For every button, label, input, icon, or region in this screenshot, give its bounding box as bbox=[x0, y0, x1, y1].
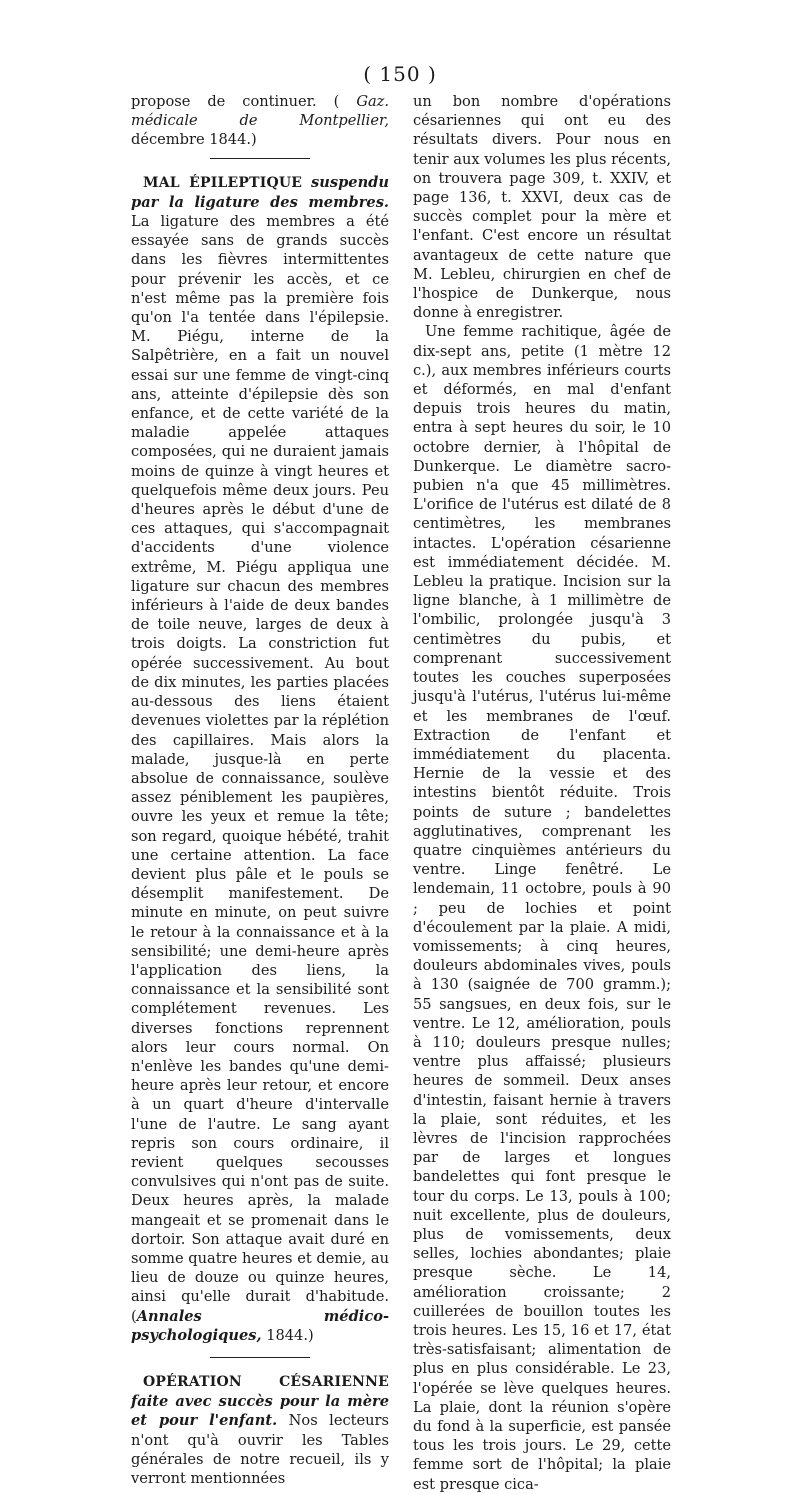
separator-rule bbox=[210, 1357, 310, 1358]
page-number: ( 150 ) bbox=[363, 62, 437, 86]
cesarean-heading: OPÉRATION CÉSARIENNE bbox=[143, 1374, 389, 1390]
intro-text: propose de continuer. ( bbox=[131, 93, 340, 110]
epilepsy-subheading: suspendu par la ligature des membres. bbox=[131, 173, 389, 211]
epilepsy-date: 1844.) bbox=[266, 1326, 314, 1344]
intro-date: décembre 1844.) bbox=[131, 131, 257, 149]
case-report-paragraph: Une femme rachitique, âgée de dix-sept ans, petite (1 mètre 12 c.), aux membres inférieurs courts et déformés, en mal d'enfant depuis trois heures du matin, entra à sept heures du soir, le 10 octobre dernier, à l'hôpital de Dunkerque. Le diamètre sacro-pubien n'a que 45 millimètres. L'orifice de l'utérus est dilaté de 8 centimètres, les membranes intactes. L'opération césarienne est immédiatement décidée. M. Lebleu la pratique. Incision sur la ligne blanche, à 1 millimètre de l'ombilic, prolongée jusqu'à 3 centimètres du pubis, et comprenant successivement toutes les couches superposées jusqu'à l'utérus, l'utérus lui-même et les membranes de l'œuf. Extraction de l'enfant et immédiatement du placenta. Hernie de la vessie et des intestins bientôt réduite. Trois points de suture ; bandelettes agglutinatives, comprenant les quatre cinquièmes antérieurs du ventre. Linge fenêtré. Le lendemain, 11 octobre, pouls à 90 ; peu de lochies et point d'écoulement par la plaie. A midi, vomissements; à cinq heures, douleurs abdominales vives, pouls à 130 (saignée de 700 gramm.); 55 sangsues, en deux fois, sur le ventre. Le 12, amélioration, pouls à 110; douleurs presque nulles; ventre plus affaissé; plusieurs heures de sommeil. Deux anses d'intestin, faisant hernie à travers la plaie, sont réduites, et les lèvres de l'incision rapprochées par de larges et longues bandelettes qui font presque le tour du corps. Le 13, pouls à 100; nuit excellente, plus de douleurs, plus de vomissements, deux selles, lochies abondantes; plaie presque sèche. Le 14, amélioration croissante; 2 cuillerées de bouillon toutes les trois heures. Les 15, 16 et 17, état très-satisfaisant; alimentation de plus en plus considérable. Le 23, l'opérée se lève quelques heures. La plaie, dont la réunion s'opère du fond à la superficie, est pansée tous les trois jours. Le 29, cette femme sort de l'hôpital; la plaie est presque cica- bbox=[413, 323, 671, 1493]
separator-rule bbox=[210, 158, 310, 159]
cesarean-article bbox=[131, 1372, 389, 1488]
cesarean-body: Nos lecteurs n'ont qu'à ouvrir les Tables générales de notre recueil, ils y verront mentionnées bbox=[131, 1412, 390, 1488]
right-column bbox=[413, 92, 671, 1494]
epilepsy-citation: Annales médico-psychologiques, bbox=[131, 1307, 389, 1344]
intro-paragraph bbox=[131, 92, 389, 150]
epilepsy-body: La ligature des membres a été essayée sans de grands succès dans les fièvres intermittentes pour prévenir les accès, et ce n'est même pas la première fois qu'on l'a tentée dans l'épilepsie. M. Piégu, interne de la Salpêtrière, en a fait un nouvel essai sur une femme de vingt-cinq ans, atteinte d'épilepsie dès son enfance, et de cette variété de la maladie appelée attaques composées, qui ne duraient jamais moins de quinze à vingt heures et quelquefois même deux jours. Peu d'heures après le début d'une de ces attaques, qui s'accompagnait d'accidents d'une violence extrême, M. Piégu appliqua une ligature sur chacun des membres inférieurs à l'aide de deux bandes de toile neuve, larges de deux à trois doigts. La constriction fut opérée successivement. Au bout de dix minutes, les parties placées au-dessous des liens étaient devenues violettes par la réplétion des capillaires. Mais alors la malade, jusque-là en perte absolue de connaissance, soulève assez péniblement les paupières, ouvre les yeux et remue la tête; son regard, quoique hébété, trahit une certaine attention. La face devient plus pâle et le pouls se désemplit manifestement. De minute en minute, on peut suivre le retour à la connaissance et à la sensibilité; une demi-heure après l'application des liens, la connaissance et la sensibilité sont complétement revenues. Les diverses fonctions reprennent alors leur cours normal. On n'enlève les bandes qu'une demi-heure après leur retour, et encore à un quart d'heure d'intervalle l'une de l'autre. Le sang ayant repris son cours ordinaire, il revient quelques secousses convulsives qui n'ont pas de suite. Deux heures après, la malade mangeait et se promenait dans le dortoir. Son attaque avait duré en somme quatre heures et demie, au lieu de douze ou quinze heures, ainsi qu'elle durait d'habitude. ( bbox=[131, 213, 389, 1325]
cesarean-continued-paragraph: un bon nombre d'opérations césariennes qui ont eu des résultats divers. Pour nous en tenir aux volumes les plus récents, on trouvera page 309, t. XXIV, et page 136, t. XXVI, deux cas de succès complet pour la mère et l'enfant. C'est encore un résultat avantageux de cette nature que M. Lebleu, chirurgien en chef de l'hospice de Dunkerque, nous donne à enregistrer. bbox=[413, 93, 671, 322]
epilepsy-heading: MAL ÉPILEPTIQUE bbox=[143, 174, 303, 191]
epilepsy-article bbox=[131, 173, 389, 1345]
intro-citation: Gaz. médicale de Montpellier, bbox=[131, 93, 389, 130]
left-column bbox=[131, 92, 389, 1488]
cesarean-subheading: faite avec succès pour la mère et pour l'enfant. bbox=[131, 1393, 389, 1430]
